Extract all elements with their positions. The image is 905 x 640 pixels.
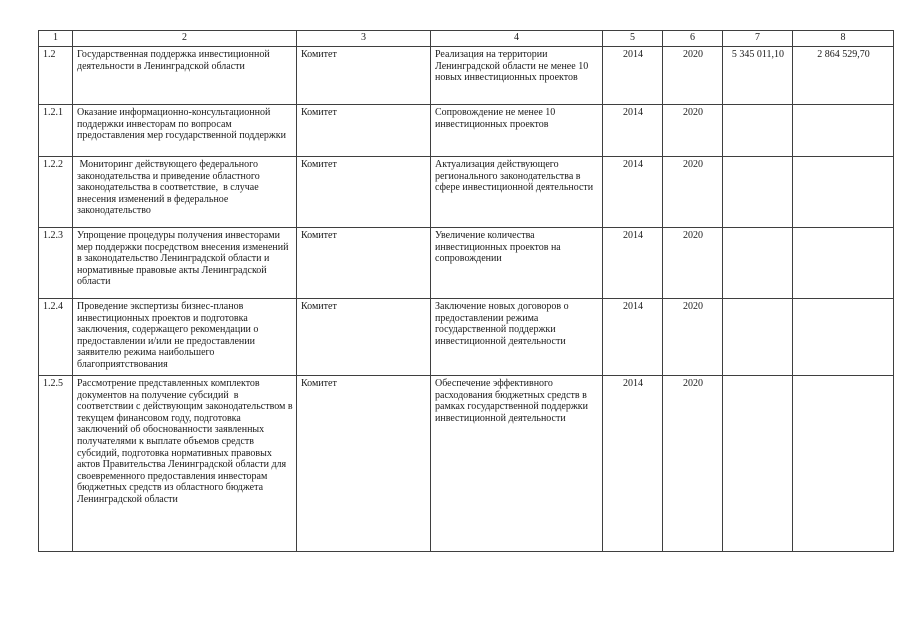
column-header-5: 5 (603, 31, 663, 47)
program-table-body (39, 47, 894, 552)
row-number-cell: 1.2.2 (39, 157, 73, 228)
activity-cell: Государственная поддержка инвестиционной деятельности в Ленинградской области (73, 47, 297, 105)
start-year-cell: 2014 (603, 376, 663, 552)
column-header-7: 7 (723, 31, 793, 47)
end-year-cell: 2020 (663, 376, 723, 552)
total-amount-cell (723, 228, 793, 299)
column-header-4: 4 (431, 31, 603, 47)
activity-cell: Мониторинг действующего федерального законодательства и приведение областного законодательства в соответствие, в случае внесения изменений в федеральное законодательство (73, 157, 297, 228)
total-amount-cell (723, 376, 793, 552)
expected-result-cell: Увеличение количества инвестиционных проектов на сопровождении (431, 228, 603, 299)
table-row (39, 47, 894, 105)
budget-amount-cell (793, 299, 894, 376)
table-header-row (39, 31, 894, 47)
budget-amount-cell (793, 157, 894, 228)
table-row (39, 228, 894, 299)
expected-result-cell: Обеспечение эффективного расходования бюджетных средств в рамках государственной поддержки инвестиционной деятельности (431, 376, 603, 552)
budget-amount-cell: 2 864 529,70 (793, 47, 894, 105)
expected-result-cell: Сопровождение не менее 10 инвестиционных проектов (431, 105, 603, 157)
expected-result-cell: Заключение новых договоров о предоставлении режима государственной поддержки инвестиционной деятельности (431, 299, 603, 376)
column-header-8: 8 (793, 31, 894, 47)
executor-cell: Комитет (297, 299, 431, 376)
budget-amount-cell (793, 376, 894, 552)
start-year-cell: 2014 (603, 228, 663, 299)
activity-cell: Проведение экспертизы бизнес-планов инвестиционных проектов и подготовка заключения, содержащего рекомендации о предоставлении и/или не предоставлении заявителю режима наибольшего благоприятствования (73, 299, 297, 376)
table-row (39, 376, 894, 552)
end-year-cell: 2020 (663, 47, 723, 105)
table-row (39, 105, 894, 157)
row-number-cell: 1.2.4 (39, 299, 73, 376)
end-year-cell: 2020 (663, 157, 723, 228)
start-year-cell: 2014 (603, 105, 663, 157)
column-header-6: 6 (663, 31, 723, 47)
total-amount-cell (723, 299, 793, 376)
program-measures-table (38, 30, 894, 552)
table-row (39, 157, 894, 228)
total-amount-cell (723, 157, 793, 228)
total-amount-cell (723, 105, 793, 157)
budget-amount-cell (793, 228, 894, 299)
executor-cell: Комитет (297, 47, 431, 105)
executor-cell: Комитет (297, 105, 431, 157)
end-year-cell: 2020 (663, 105, 723, 157)
executor-cell: Комитет (297, 157, 431, 228)
activity-cell: Упрощение процедуры получения инвесторами мер поддержки посредством внесения изменений в законодательство Ленинградской области и нормативные правовые акты Ленинградской области (73, 228, 297, 299)
expected-result-cell: Актуализация действующего регионального законодательства в сфере инвестиционной деятельности (431, 157, 603, 228)
total-amount-cell: 5 345 011,10 (723, 47, 793, 105)
expected-result-cell: Реализация на территории Ленинградской области не менее 10 новых инвестиционных проектов (431, 47, 603, 105)
activity-cell: Рассмотрение представленных комплектов документов на получение субсидий в соответствии с действующим законодательством в текущем финансовом году, подготовка заключений об обоснованности заявленных получателями к выплате объемов средств субсидий, подготовка нормативных правовых актов Правительства Ленинградской области для своевременного предоставления инвесторам бюджетных средств из областного бюджета Ленинградской области (73, 376, 297, 552)
executor-cell: Комитет (297, 376, 431, 552)
executor-cell: Комитет (297, 228, 431, 299)
start-year-cell: 2014 (603, 157, 663, 228)
row-number-cell: 1.2.1 (39, 105, 73, 157)
row-number-cell: 1.2.3 (39, 228, 73, 299)
end-year-cell: 2020 (663, 228, 723, 299)
column-header-3: 3 (297, 31, 431, 47)
end-year-cell: 2020 (663, 299, 723, 376)
budget-amount-cell (793, 105, 894, 157)
row-number-cell: 1.2.5 (39, 376, 73, 552)
activity-cell: Оказание информационно-консультационной поддержки инвесторам по вопросам предоставления мер государственной поддержки (73, 105, 297, 157)
row-number-cell: 1.2 (39, 47, 73, 105)
column-header-2: 2 (73, 31, 297, 47)
start-year-cell: 2014 (603, 299, 663, 376)
column-header-1: 1 (39, 31, 73, 47)
start-year-cell: 2014 (603, 47, 663, 105)
table-row (39, 299, 894, 376)
